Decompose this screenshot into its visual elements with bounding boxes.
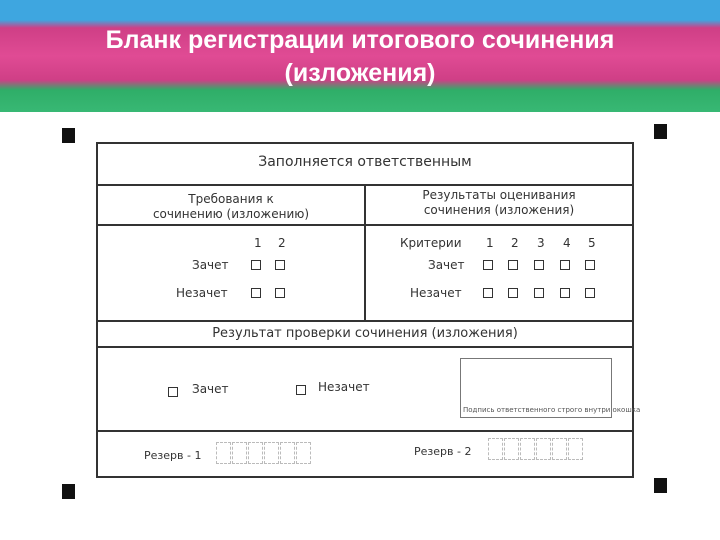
req-1-fail-checkbox[interactable] [251,288,261,298]
title-banner [0,0,720,112]
req-2-fail-checkbox[interactable] [275,288,285,298]
criteria-label: Критерии [400,236,462,250]
req-2-pass-checkbox[interactable] [275,260,285,270]
divider [98,346,632,348]
slide-title-line2: (изложения) [284,59,436,87]
crit-pass-label: Зачет [428,258,465,272]
slide-title [0,24,720,90]
req-fail-label: Незачет [176,286,228,300]
crit-number-1: 1 [486,236,494,250]
reserve-1-label: Резерв - 1 [144,449,202,462]
crit-5-fail-checkbox[interactable] [585,288,595,298]
divider [364,184,366,320]
crit-fail-label: Незачет [410,286,462,300]
crit-4-fail-checkbox[interactable] [560,288,570,298]
corner-marker-top-left [62,128,75,143]
crit-2-pass-checkbox[interactable] [508,260,518,270]
corner-marker-bottom-right [654,478,667,493]
crit-number-3: 3 [537,236,545,250]
signature-caption: Подпись ответственного строго внутри окошка [463,406,641,414]
reserve-1-cells[interactable] [216,442,312,464]
reserve-2-label: Резерв - 2 [414,445,472,458]
registration-form [0,112,720,540]
requirements-title-line2: сочинению (изложению) [152,207,310,221]
divider [98,320,632,322]
req-pass-label: Зачет [192,258,229,272]
crit-4-pass-checkbox[interactable] [560,260,570,270]
crit-1-fail-checkbox[interactable] [483,288,493,298]
corner-marker-bottom-left [62,484,75,499]
signature-box[interactable] [460,358,641,418]
check-pass-checkbox[interactable] [168,387,178,397]
check-pass-label: Зачет [192,382,229,396]
reserve-2-cells[interactable] [488,438,584,460]
divider [98,430,632,432]
check-title: Результат проверки сочинения (изложения) [212,326,518,341]
check-fail-label: Незачет [318,380,370,394]
corner-marker-top-right [654,124,667,139]
results-title-line1: Результаты оценивания [422,188,576,202]
req-number-2: 2 [278,236,286,250]
slide-title-line1: Бланк регистрации итогового сочинения [105,26,615,54]
crit-2-fail-checkbox[interactable] [508,288,518,298]
req-1-pass-checkbox[interactable] [251,260,261,270]
req-number-1: 1 [254,236,262,250]
form-header: Заполняется ответственным [258,154,472,170]
crit-3-fail-checkbox[interactable] [534,288,544,298]
form-frame [96,142,641,478]
crit-number-2: 2 [511,236,519,250]
crit-1-pass-checkbox[interactable] [483,260,493,270]
check-fail-checkbox[interactable] [296,385,306,395]
requirements-title-line1: Требования к [188,192,274,206]
crit-number-5: 5 [588,236,596,250]
crit-5-pass-checkbox[interactable] [585,260,595,270]
crit-3-pass-checkbox[interactable] [534,260,544,270]
crit-number-4: 4 [563,236,571,250]
results-title-line2: сочинения (изложения) [423,203,575,217]
